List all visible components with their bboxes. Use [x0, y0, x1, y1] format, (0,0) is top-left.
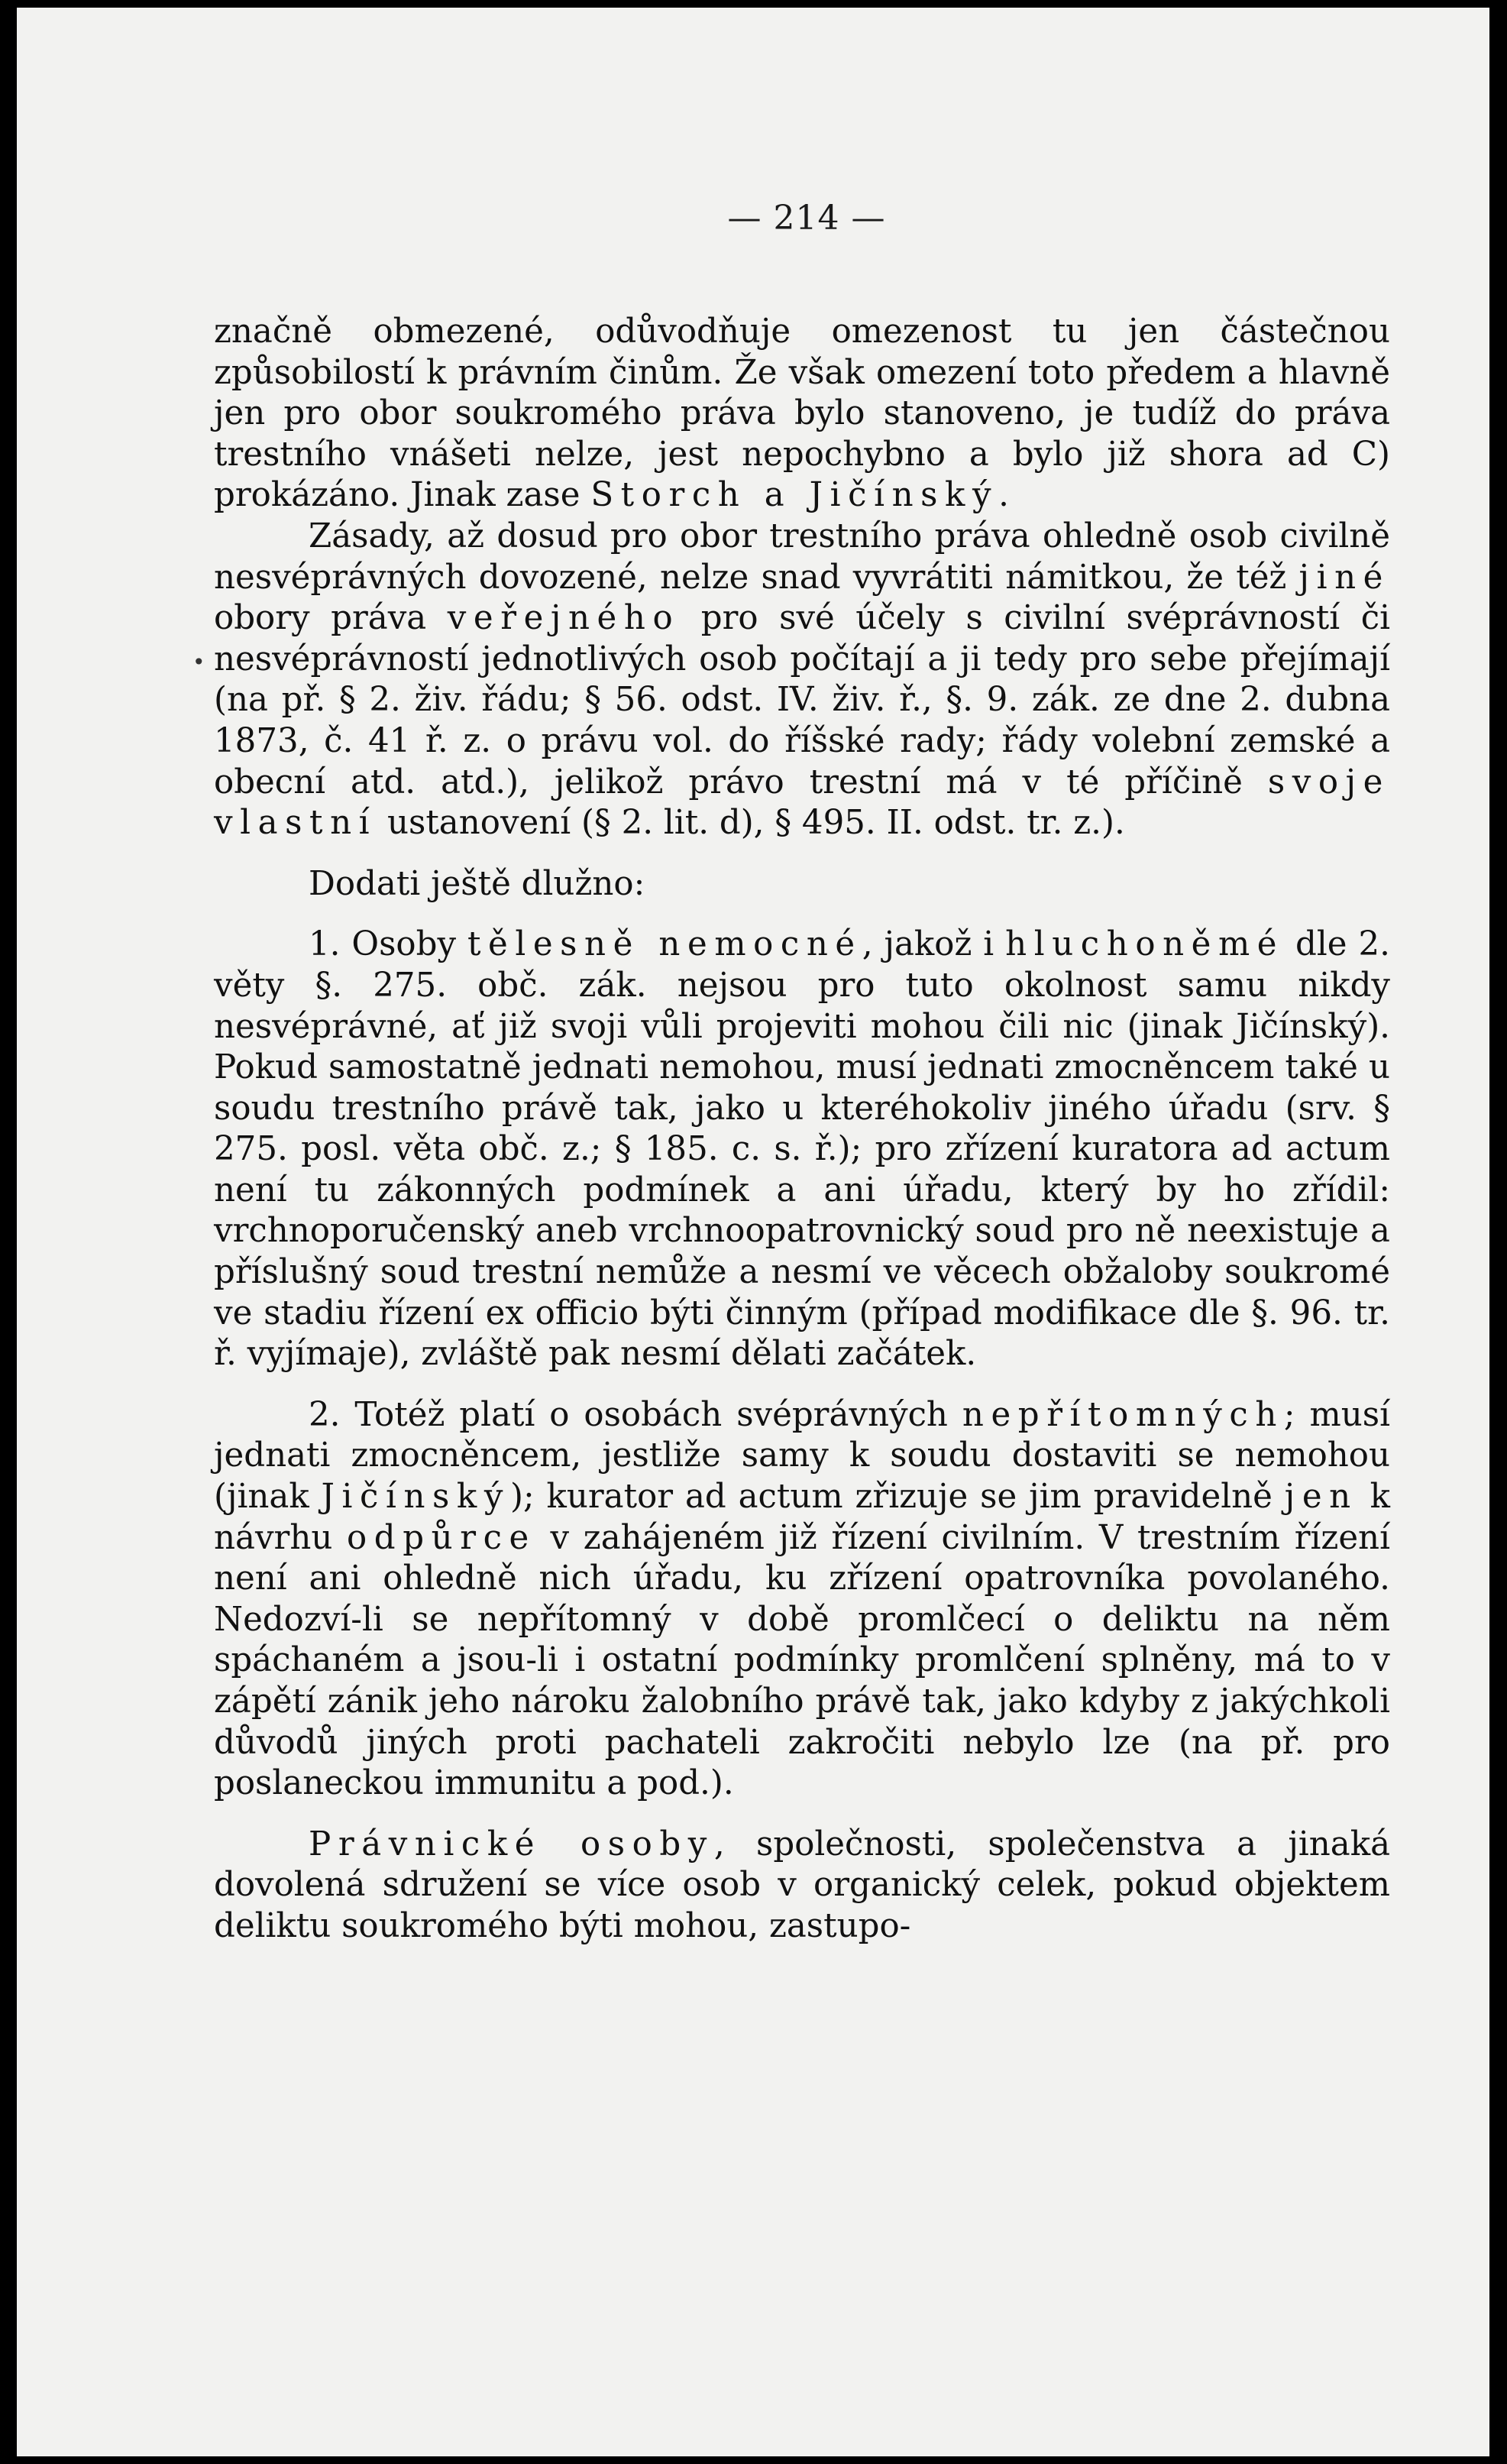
- paragraph-3: Dodati ještě dlužno:: [309, 864, 645, 903]
- paragraph-5: 2. Totéž platí o osobách svéprávných nepřítomných; musí jednati zmocněncem, jestliže samy k soudu dostaviti se nemohou (jinak Jičínský); kurator ad actum zřizuje se jim pravidelně jen k návrhu odpůrce v zahájeném již řízení civilním. V trestním řízení není ani ohledně nich úřadu, ku zřízení opatrovníka povolaného. Nedozví-li se nepřítomný v době promlčecí o deliktu na něm spáchaném a jsou-li i ostatní podmínky promlčení splněny, má to v zápětí zánik jeho nároku žalobního právě tak, jako kdyby z jakýchkoli důvodů jiných proti pachateli zakročiti nebylo lze (na př. pro poslaneckou immunitu a pod.).: [214, 1395, 1390, 1803]
- paragraph-6: Právnické osoby, společnosti, společenstva a jinaká dovolená sdružení se více osob v organický celek, pokud objektem deliktu soukromého býti mohou, zastupo-: [214, 1825, 1390, 1945]
- author-names: Storch a Jičínský: [590, 476, 999, 515]
- paragraph-4: 1. Osoby tělesně nemocné, jakož i hluchoněmé dle 2. věty §. 275. obč. zák. nejsou pro tuto okolnost samu nikdy nesvéprávné, ať již svoji vůli projeviti mohou čili nic (jinak Jičínský). Pokud samostatně jednati nemohou, musí jednati zmocněncem také u soudu trestního právě tak, jako u kteréhokoliv jiného úřadu (srv. § 275. posl. věta obč. z.; § 185. c. s. ř.); pro zřízení kuratora ad actum není tu zákonných podmínek a ani úřadu, který by ho zřídil: vrchnoporučenský aneb vrchnoopatrovnický soud pro ně neexistuje a příslušný soud trestní nemůže a nesmí ve věcech obžaloby soukromé ve stadiu řízení ex officio býti činným (případ modifikace dle §. 96. tr. ř. vyjímaje), zvláště pak nesmí dělati začátek.: [214, 925, 1390, 1374]
- book-page: [17, 8, 1489, 2456]
- page-number: — 214 —: [727, 199, 886, 238]
- margin-dot: •: [192, 649, 205, 675]
- paragraph-1: značně obmezené, odůvodňuje omezenost tu jen částečnou způsobilostí k právním činům. Že však omezení toto předem a hlavně jen pro obor soukromého práva bylo stanoveno, je tudíž do práva trestního vnášeti nelze, jest nepochybno a bylo již shora ad C) prokázáno. Jinak zase Storch a Jičínský.: [214, 312, 1390, 515]
- paragraph-2: Zásady, až dosud pro obor trestního práva ohledně osob civilně nesvéprávných dovozené, nelze snad vyvrátiti námitkou, že též jiné obory práva veřejného pro své účely s civilní svéprávností či nesvéprávností jednotlivých osob počítají a ji tedy pro sebe přejímají (na př. § 2. živ. řádu; § 56. odst. IV. živ. ř., §. 9. zák. ze dne 2. dubna 1873, č. 41 ř. z. o právu vol. do říšské rady; řády volební zemské a obecní atd. atd.), jelikož právo trestní má v té příčině svoje vlastní ustanovení (§ 2. lit. d), § 495. II. odst. tr. z.).: [214, 516, 1390, 843]
- page-text: [214, 312, 1390, 1948]
